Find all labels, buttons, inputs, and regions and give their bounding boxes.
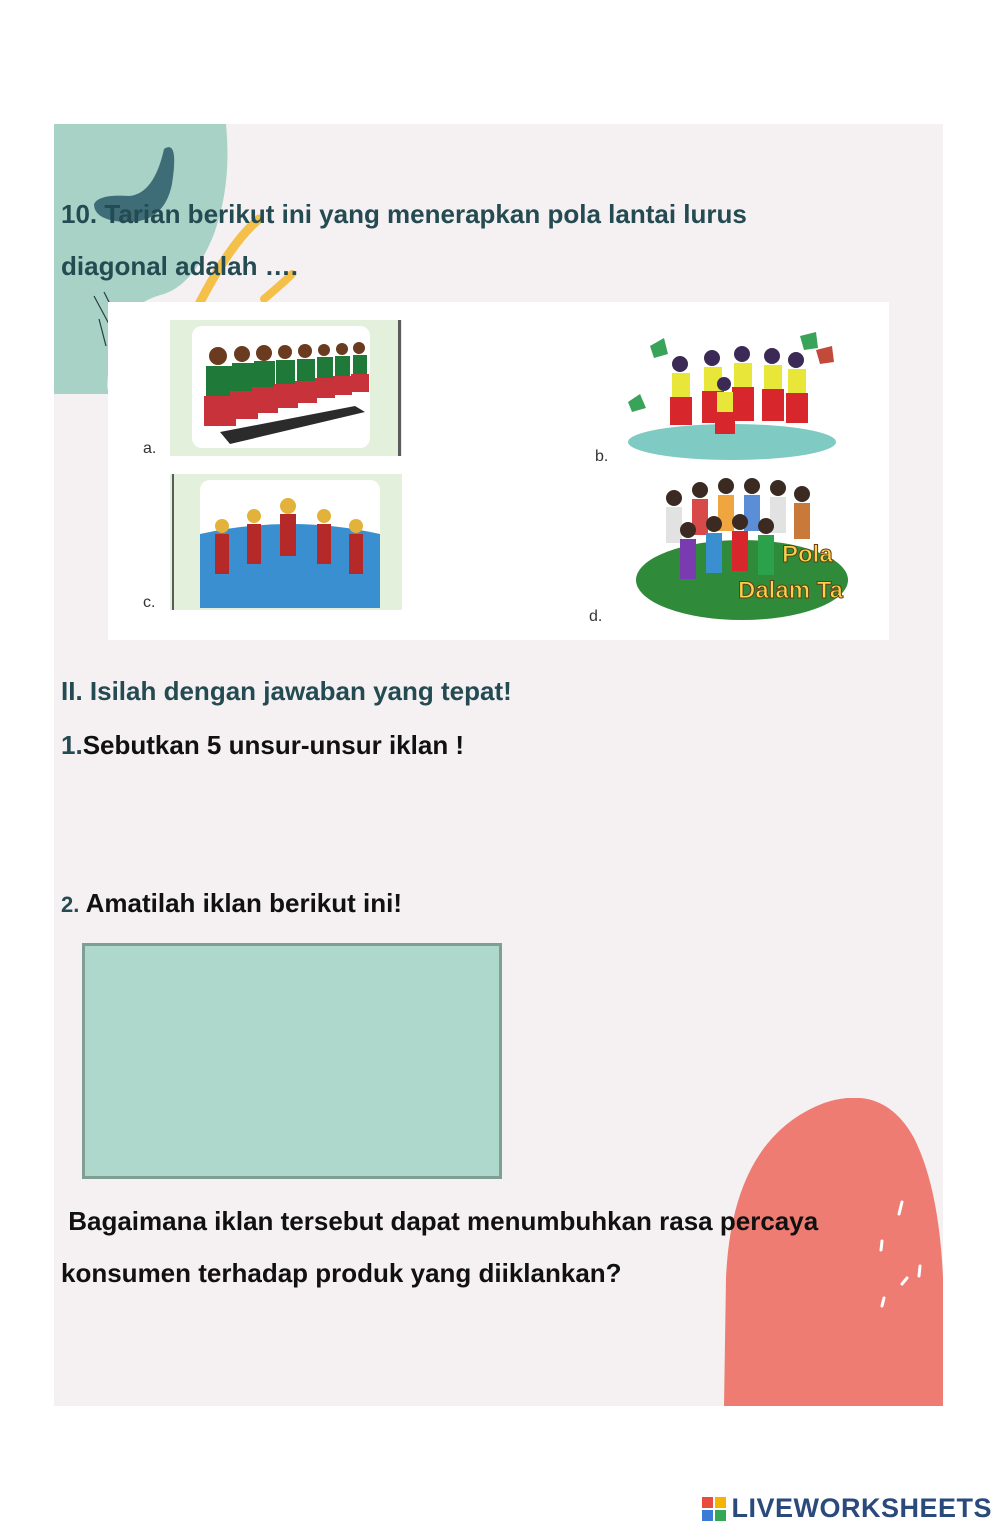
question-10-line1: 10. Tarian berikut ini yang menerapkan pola lantai lurus [61,199,747,229]
question-2-followup-line2: konsumen terhadap produk yang diiklankan? [61,1258,622,1288]
dance-options-panel [108,302,889,640]
option-b-image[interactable] [620,324,850,464]
logo-blocks-icon [701,1496,727,1522]
question-2 [61,882,402,926]
option-b-label[interactable]: b. [595,448,609,465]
question-1-text: Sebutkan 5 unsur-unsur iklan ! [82,730,465,760]
option-c-label[interactable]: c. [143,594,156,611]
advertisement-image-placeholder [82,943,502,1179]
option-c-image[interactable] [170,474,402,610]
question-2-followup-line1: Bagaimana iklan tersebut dapat menumbuhkan rasa percaya [61,1206,819,1236]
question-10-line2: diagonal adalah …. [61,251,298,281]
question-1 [61,724,464,766]
option-d-image[interactable] [634,474,860,624]
logo-text: LIVEWORKSHEETS [731,1493,992,1523]
question-1-number: 1. [61,730,83,760]
option-d-caption-1: Pola [782,541,833,568]
liveworksheets-logo[interactable] [701,1493,992,1524]
option-d-caption-2: Dalam Ta [738,577,843,604]
option-a-image[interactable] [170,320,402,456]
section-2-title: II. Isilah dengan jawaban yang tepat! [61,676,512,706]
question-10 [61,188,901,292]
question-2-text: Amatilah iklan berikut ini! [85,888,403,918]
question-2-number: 2. [61,892,80,917]
option-d-label[interactable]: d. [589,608,603,625]
option-a-label[interactable]: a. [143,440,157,457]
question-2-followup [61,1195,941,1299]
